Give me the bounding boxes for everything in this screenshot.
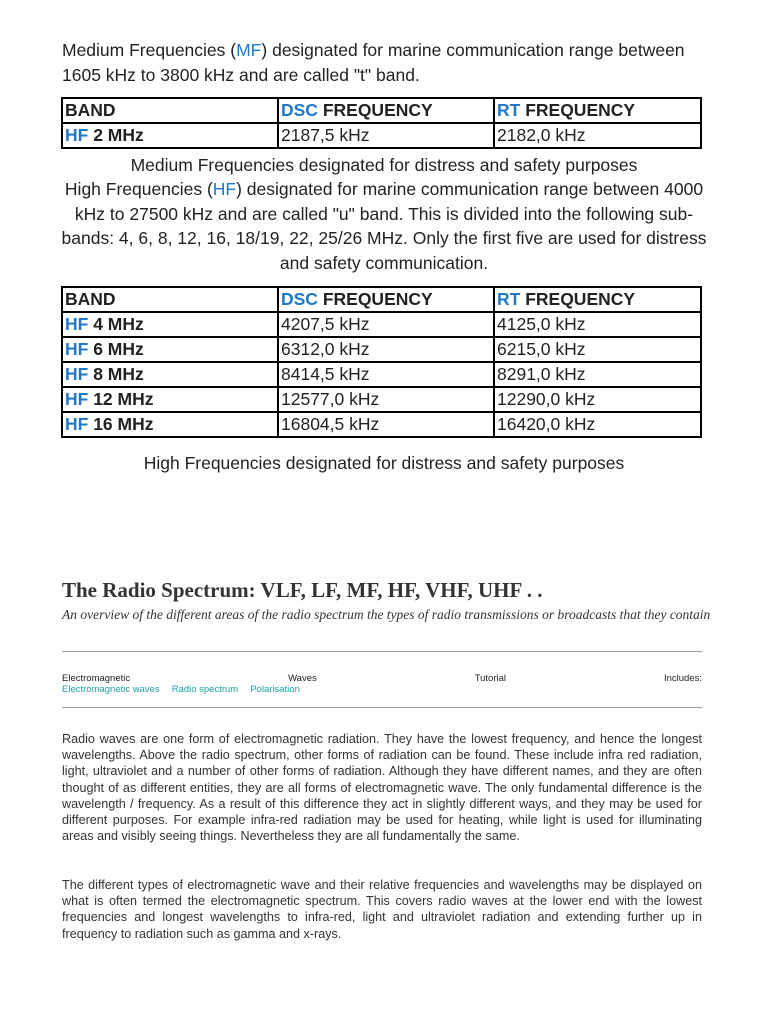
divider-top (62, 651, 702, 652)
header-rt: RT FREQUENCY (494, 98, 701, 123)
hf-caption: High Frequencies designated for distress and safety purposes (143, 453, 625, 473)
tag-heading-word: Electromagnetic (62, 673, 131, 684)
dsc-cell: 8414,5 kHz (278, 362, 494, 387)
band-cell: HF 16 MHz (62, 412, 278, 437)
table-header-row (62, 287, 701, 312)
body-paragraph: Radio waves are one form of electromagnetic radiation. They have the lowest frequency, and hence the longest wavelengths. Above the radio spectrum, other forms of radiation can be found. These include infra red radiation, light, ultraviolet and a number of other forms of radiation. Although they have different names, and they are often thought of as different entities, they are all forms of electromagnetic wave. The only fundamental difference is the wavelength / frequency. As a result of this difference they act in slightly different ways, and they may be used for different purposes. For example infra-red radiation may be used for heating, while light is used for illuminating areas and visibly seeing things. Nevertheless they are all fundamentally the same. (62, 732, 702, 844)
tag-heading-word: Tutorial (474, 673, 507, 684)
mf-intro-suffix: ) designated for marine communication range between 1605 kHz to 3800 kHz and are called "t" band. (62, 40, 685, 85)
rt-cell: 2182,0 kHz (494, 123, 701, 148)
tag-bar (62, 673, 702, 695)
link-polarisation[interactable]: Polarisation (250, 684, 300, 695)
dsc-cell: 2187,5 kHz (278, 123, 494, 148)
header-dsc: DSC FREQUENCY (278, 98, 494, 123)
mf-intro-prefix: Medium Frequencies ( (62, 40, 237, 60)
rt-cell: 4125,0 kHz (494, 312, 701, 337)
table-header-row (62, 98, 701, 123)
header-dsc: DSC FREQUENCY (278, 287, 494, 312)
table-row (62, 123, 701, 148)
band-cell: HF 2 MHz (62, 123, 278, 148)
hf-intro-suffix: ) designated for marine communication range between 4000 kHz to 27500 kHz and are called "u" band. This is divided into the following sub-bands: 4, 6, 8, 12, 16, 18/19, 22, 25/26 MHz. Only the first five are used for distress and safety communication. (61, 179, 707, 273)
rt-cell: 12290,0 kHz (494, 387, 701, 412)
link-electromagnetic-waves[interactable]: Electromagnetic waves (62, 684, 160, 695)
rt-cell: 16420,0 kHz (494, 412, 701, 437)
tag-links (62, 684, 702, 695)
hf-abbr: HF (212, 179, 237, 199)
mf-caption: Medium Frequencies designated for distress and safety purposes (130, 155, 638, 175)
mf-abbr: MF (236, 40, 262, 60)
mf-intro-paragraph (62, 38, 712, 88)
body-paragraph: The different types of electromagnetic wave and their relative frequencies and wavelengths may be displayed on what is often termed the electromagnetic spectrum. This covers radio waves at the lower end with the lowest frequencies and longest wavelengths to infra-red, light and ultraviolet radiation and extending further up in frequency to radiation such as gamma and x-rays. (62, 878, 702, 941)
tag-heading (62, 673, 702, 684)
header-band: BAND (62, 287, 278, 312)
band-cell: HF 6 MHz (62, 337, 278, 362)
dsc-cell: 16804,5 kHz (278, 412, 494, 437)
band-cell: HF 4 MHz (62, 312, 278, 337)
link-radio-spectrum[interactable]: Radio spectrum (171, 684, 239, 695)
table-row (62, 387, 701, 412)
dsc-cell: 6312,0 kHz (278, 337, 494, 362)
hf-frequency-table (61, 286, 702, 438)
band-cell: HF 12 MHz (62, 387, 278, 412)
article-subtitle: An overview of the different areas of the radio spectrum the types of radio transmissions or broadcasts that they contain (62, 607, 711, 622)
table-row (62, 412, 701, 437)
divider-bottom (62, 707, 702, 708)
mf-frequency-table (61, 97, 702, 149)
band-cell: HF 8 MHz (62, 362, 278, 387)
header-band: BAND (62, 98, 278, 123)
table-row (62, 312, 701, 337)
hf-intro-prefix: High Frequencies ( (64, 179, 213, 199)
rt-cell: 8291,0 kHz (494, 362, 701, 387)
table-row (62, 337, 701, 362)
rt-cell: 6215,0 kHz (494, 337, 701, 362)
dsc-cell: 4207,5 kHz (278, 312, 494, 337)
article-title: The Radio Spectrum: VLF, LF, MF, HF, VHF, UHF . . (62, 578, 543, 602)
tag-heading-word: Waves (288, 673, 317, 684)
header-rt: RT FREQUENCY (494, 287, 701, 312)
hf-intro-paragraph (56, 177, 712, 275)
table-row (62, 362, 701, 387)
tag-heading-word: Includes: (663, 673, 702, 684)
dsc-cell: 12577,0 kHz (278, 387, 494, 412)
